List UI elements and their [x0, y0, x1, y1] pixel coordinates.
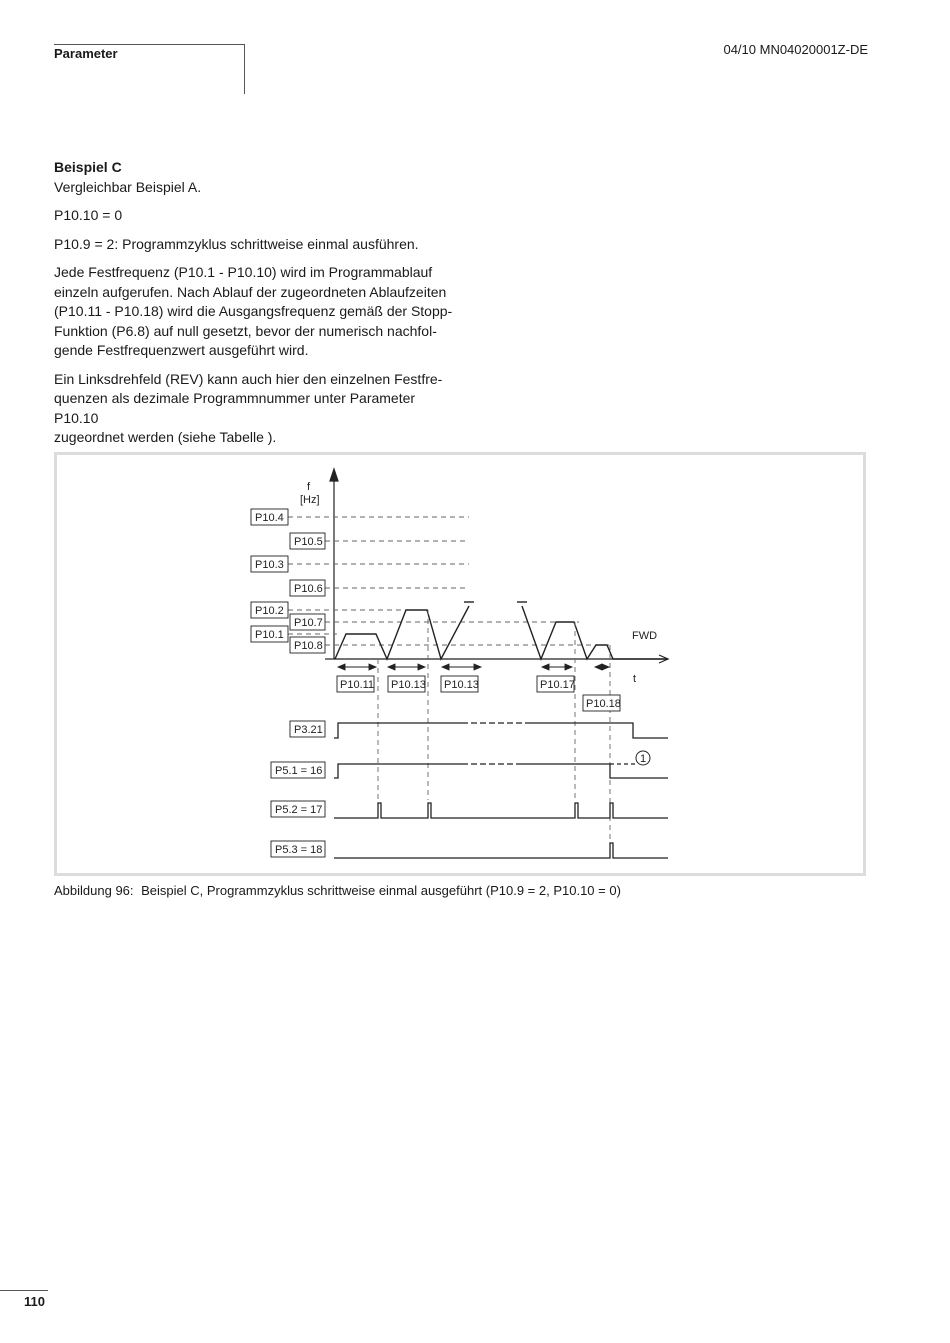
direction-label: FWD [632, 630, 658, 642]
time-label-p10-18: P10.18 [586, 698, 621, 710]
marker-1-label: 1 [640, 753, 647, 765]
caption-text: Beispiel C, Programmzyklus schrittweise einmal ausgeführt (P10.9 = 2, P10.10 = 0) [141, 883, 621, 898]
example-heading: Beispiel C [54, 159, 122, 175]
paragraph-4-line: Jede Festfrequenz (P10.1 - P10.10) wird im Programmablauf [54, 264, 433, 280]
time-label-p10-13-b: P10.13 [444, 679, 479, 691]
frequency-axis-label: f [307, 481, 311, 493]
time-label-p10-17: P10.17 [540, 679, 575, 691]
body-text [54, 158, 454, 457]
signal-label-p3-21: P3.21 [294, 724, 323, 736]
paragraph-4-line: gende Festfrequenzwert ausgeführt wird. [54, 342, 309, 358]
freq-profile-segment-1 [335, 606, 469, 659]
paragraph-1: Vergleichbar Beispiel A. [54, 178, 202, 195]
paragraph-5-line: zugeordnet werden (siehe Tabelle ). [54, 429, 277, 445]
paragraph-3: P10.9 = 2: Programmzyklus schrittweise einmal ausführen. [54, 235, 419, 252]
signal-label-p5-3: P5.3 = 18 [275, 844, 323, 856]
signal-p5-1-part-1 [334, 764, 462, 778]
paragraph-5 [54, 370, 454, 448]
signal-p5-1-part-2 [522, 764, 668, 778]
paragraph-4 [54, 263, 454, 361]
freq-label-p10-5: P10.5 [294, 536, 323, 548]
frequency-axis-arrow [330, 469, 338, 481]
timing-diagram-figure [54, 452, 866, 876]
freq-label-p10-8: P10.8 [294, 640, 323, 652]
time-label-p10-13-a: P10.13 [391, 679, 426, 691]
document-reference: 04/10 MN04020001Z-DE [723, 42, 868, 57]
freq-label-p10-7: P10.7 [294, 617, 323, 629]
signal-p5-2 [334, 803, 668, 818]
signal-label-p5-2: P5.2 = 17 [275, 804, 323, 816]
paragraph-4-line: (P10.11 - P10.18) wird die Ausgangsfrequenz gemäß der Stopp- [54, 303, 453, 319]
paragraph-2: P10.10 = 0 [54, 207, 123, 223]
frequency-axis-unit: [Hz] [300, 494, 320, 506]
freq-label-p10-4: P10.4 [255, 512, 284, 524]
freq-label-p10-1: P10.1 [255, 629, 284, 641]
paragraph-5-line: Ein Linksdrehfeld (REV) kann auch hier den einzelnen Festfre- [54, 370, 443, 387]
time-label-p10-11: P10.11 [340, 679, 375, 691]
time-axis-label: t [633, 673, 637, 685]
freq-label-p10-2: P10.2 [255, 605, 284, 617]
paragraph-4-line: Funktion (P6.8) auf null gesetzt, bevor der numerisch nachfol- [54, 322, 437, 339]
freq-label-p10-3: P10.3 [255, 559, 284, 571]
signal-p3-21-part-1 [334, 723, 462, 738]
paragraph-4-line: einzeln aufgerufen. Nach Ablauf der zugeordneten Ablaufzeiten [54, 283, 447, 300]
page-number: 110 [24, 1294, 45, 1309]
section-title: Parameter [54, 46, 118, 61]
header-rule [54, 44, 244, 45]
signal-p5-3 [334, 843, 668, 858]
timing-diagram [57, 455, 863, 873]
page-number-rule [0, 1290, 48, 1291]
paragraph-5-line: quenzen als dezimale Programmnummer unter Parameter P10.10 [54, 390, 416, 426]
header-rule-vertical [244, 44, 245, 94]
freq-label-p10-6: P10.6 [294, 583, 323, 595]
signal-p3-21-part-2 [530, 723, 668, 738]
figure-caption [54, 883, 625, 898]
caption-label: Abbildung 96: [54, 883, 134, 898]
signal-label-p5-1: P5.1 = 16 [275, 765, 323, 777]
